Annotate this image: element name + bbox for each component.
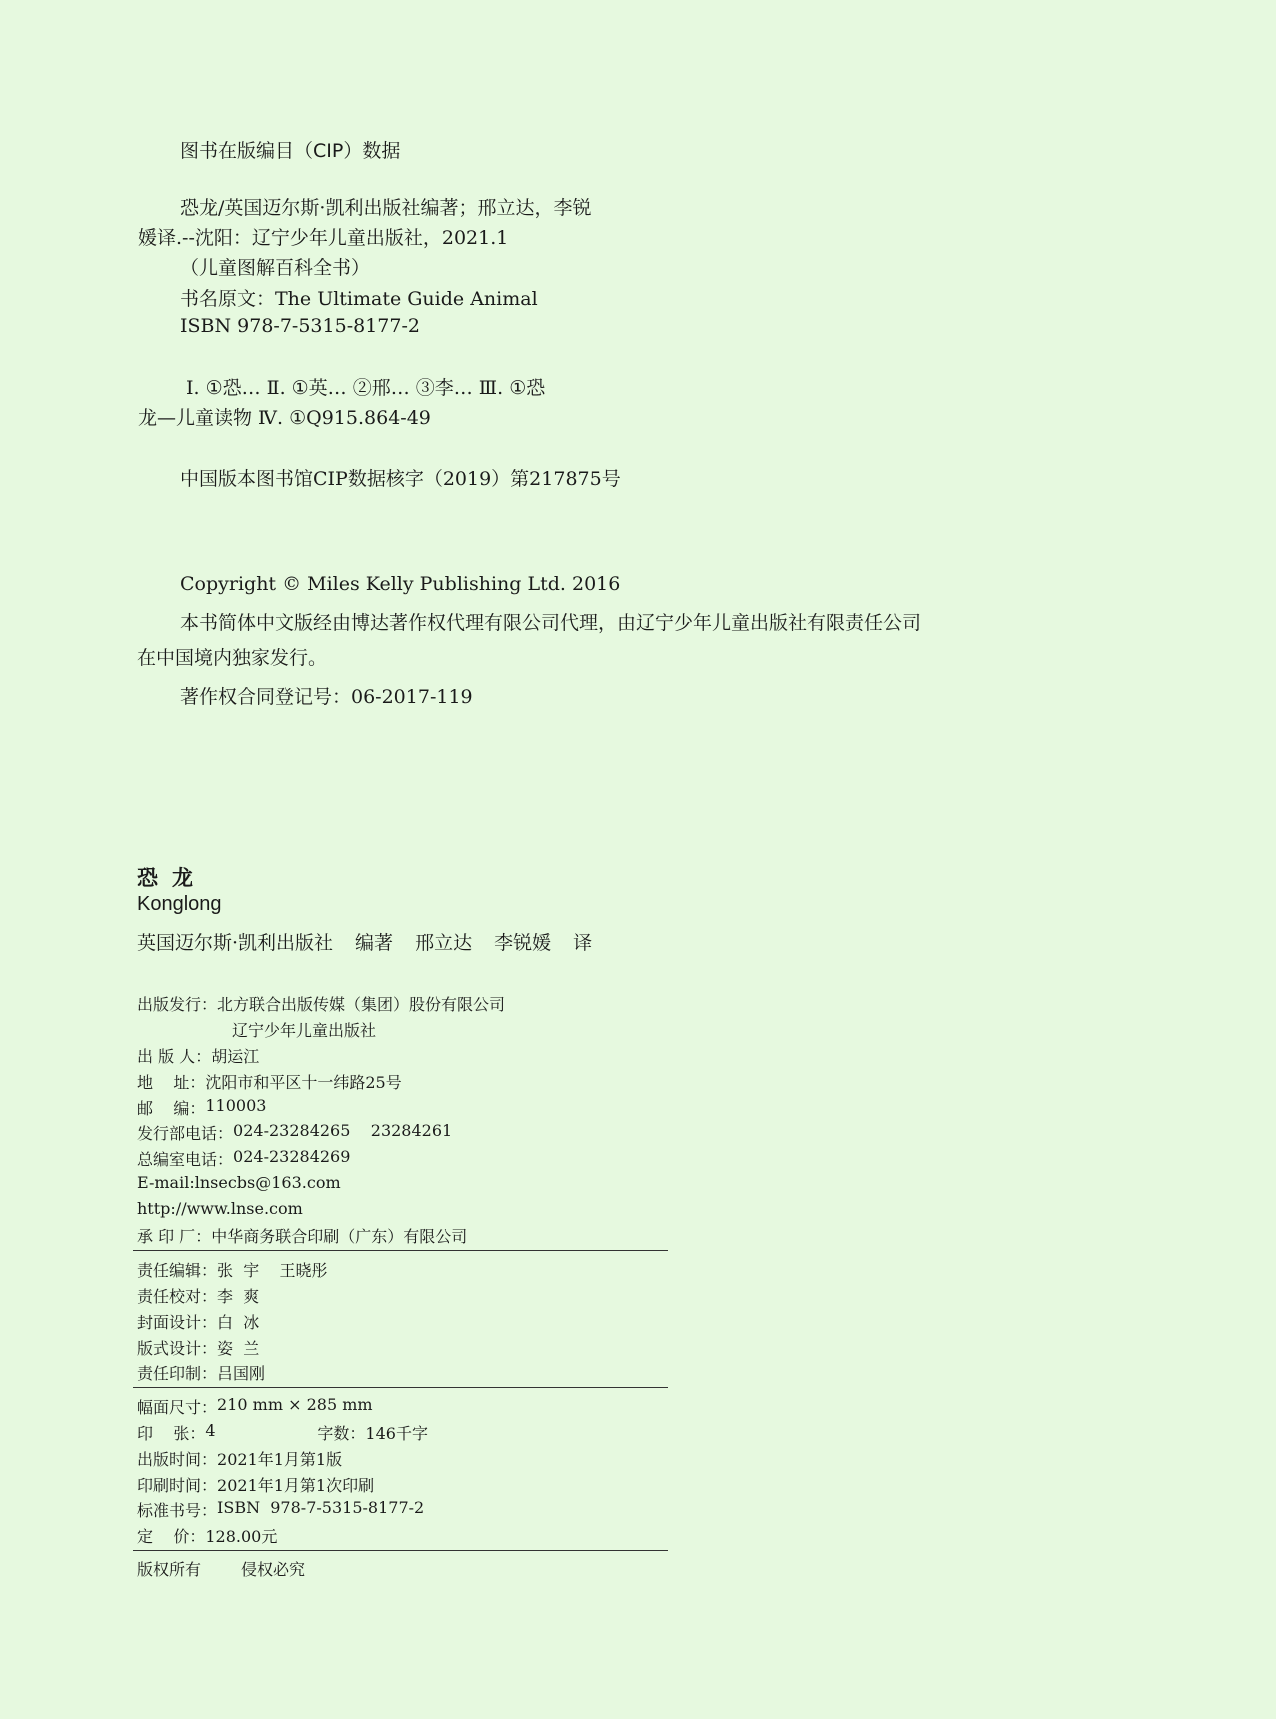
info-price: 定 价 ： 128.00元 [137,1524,277,1547]
info-layout: 版式设计 ： 姿 兰 [137,1336,259,1359]
info-label: 幅面尺寸 [137,1398,202,1417]
info-value: 胡运江 [211,1047,260,1066]
info-printer: 承 印 厂 ： 中华商务联合印刷（广东）有限公司 [137,1224,467,1247]
info-value: 李 爽 [217,1287,260,1306]
rights-notice [137,1557,305,1580]
info-label: 邮 编 [137,1099,190,1118]
info-label: 标准书号 [137,1501,202,1520]
book-pinyin: Konglong [137,893,222,915]
info-value: E-mail:lnsecbs@163.com [137,1173,341,1192]
author: 英国迈尔斯·凯利出版社 [137,932,334,954]
info-label: 地 址 [137,1073,190,1092]
copyright-registration: 著作权合同登记号：06-2017-119 [180,686,473,708]
info-editor-phone: 总编室电话 ： 024-23284269 [137,1147,351,1169]
info-publisher-2 [232,1018,376,1041]
info-cover: 封面设计 ： 白 冰 [137,1310,259,1333]
book-title: 恐龙 [137,866,207,890]
info-value: 姿 兰 [217,1339,260,1358]
info-pub-date: 出版时间 ： 2021年1月第1版 [137,1447,342,1470]
cip-class-1: Ⅰ. ①恐… Ⅱ. ①英… ②邢… ③李… Ⅲ. ①恐 [186,377,546,399]
info-dist-phone: 发行部电话 ： 024-23284265 23284261 [137,1121,453,1143]
cip-title: 图书在版编目（CIP）数据 [180,140,401,162]
copyright-line-1: Copyright © Miles Kelly Publishing Ltd. 2016 [180,573,621,595]
info-label: 字数 [317,1424,350,1443]
divider [133,1550,668,1551]
info-resp-editor: 责任编辑 ： 张 宇 王晓彤 [137,1258,328,1281]
author-role: 编著 [355,932,394,954]
info-label: 责任印制 [137,1364,202,1383]
cip-class-2: 龙—儿童读物 Ⅳ. ①Q915.864-49 [138,407,431,429]
cip-line-2: 媛译.--沈阳：辽宁少年儿童出版社，2021.1 [138,227,509,249]
cip-line-4: 书名原文：The Ultimate Guide Animal [180,288,538,310]
info-label: 承 印 厂 [137,1227,196,1246]
info-value: 2021年1月第1次印刷 [217,1476,375,1495]
rights-left: 版权所有 [137,1560,202,1579]
info-label: 出 版 人 [137,1047,196,1066]
info-label: 印刷时间 [137,1476,202,1495]
info-person: 出 版 人 ： 胡运江 [137,1044,259,1067]
info-value: 吕国刚 [217,1364,266,1383]
info-isbn: 标准书号 ： ISBN 978-7-5315-8177-2 [137,1498,425,1520]
translator-1: 邢立达 [415,932,473,954]
info-label: 总编室电话 [137,1150,218,1169]
info-value: 210 mm × 285 mm [217,1395,373,1414]
info-value: 北方联合出版传媒（集团）股份有限公司 [217,995,506,1014]
info-email [137,1173,341,1192]
info-value: 张 宇 王晓彤 [217,1261,328,1280]
info-value: http://www.lnse.com [137,1199,303,1218]
copyright-line-2: 本书简体中文版经由博达著作权代理有限公司代理，由辽宁少年儿童出版社有限责任公司 [180,612,922,634]
copyright-line-3: 在中国境内独家发行。 [137,647,328,669]
info-value: ISBN 978-7-5315-8177-2 [217,1498,425,1517]
info-label: 发行部电话 [137,1124,218,1143]
book-credits [137,928,614,955]
info-size: 幅面尺寸 ： 210 mm × 285 mm [137,1395,373,1417]
divider [133,1250,668,1251]
info-print-resp: 责任印制 ： 吕国刚 [137,1361,265,1384]
info-value: 110003 [205,1096,267,1115]
info-proof: 责任校对 ： 李 爽 [137,1284,259,1307]
info-value: 024-23284269 [233,1147,351,1166]
info-zip: 邮 编 ： 110003 [137,1096,267,1118]
info-value: 128.00元 [205,1527,278,1546]
info-label: 封面设计 [137,1313,202,1332]
rights-right: 侵权必究 [241,1560,306,1579]
divider [133,1387,668,1388]
cip-line-1: 恐龙/英国迈尔斯·凯利出版社编著；邢立达，李锐 [180,197,592,219]
info-label: 版式设计 [137,1339,202,1358]
cip-line-5: ISBN 978-7-5315-8177-2 [180,315,420,337]
info-value: 4 [205,1421,216,1440]
info-address: 地 址 ： 沈阳市和平区十一纬路25号 [137,1070,402,1093]
info-value: 2021年1月第1版 [217,1450,343,1469]
translator-role: 译 [573,932,593,954]
info-label: 印 张 [137,1424,190,1443]
info-website [137,1199,303,1218]
info-value: 中华商务联合印刷（广东）有限公司 [211,1227,468,1246]
translator-2: 李锐媛 [494,932,552,954]
info-publisher: 出版发行 ： 北方联合出版传媒（集团）股份有限公司 [137,992,505,1015]
info-value: 白 冰 [217,1313,260,1332]
cip-line-3: （儿童图解百科全书） [180,257,371,279]
info-label: 责任编辑 [137,1261,202,1280]
info-value: 辽宁少年儿童出版社 [232,1021,377,1040]
info-label: 出版时间 [137,1450,202,1469]
info-value: 024-23284265 23284261 [233,1121,453,1140]
info-label: 责任校对 [137,1287,202,1306]
cip-core-number: 中国版本图书馆CIP数据核字（2019）第217875号 [180,468,621,490]
info-value: 146千字 [365,1424,428,1443]
info-print-date: 印刷时间 ： 2021年1月第1次印刷 [137,1473,374,1496]
info-label: 定 价 [137,1527,190,1546]
info-label: 出版发行 [137,995,202,1014]
info-value: 沈阳市和平区十一纬路25号 [205,1073,402,1092]
info-sheets: 印 张 ： 4 字数 ： 146千字 [137,1421,428,1443]
